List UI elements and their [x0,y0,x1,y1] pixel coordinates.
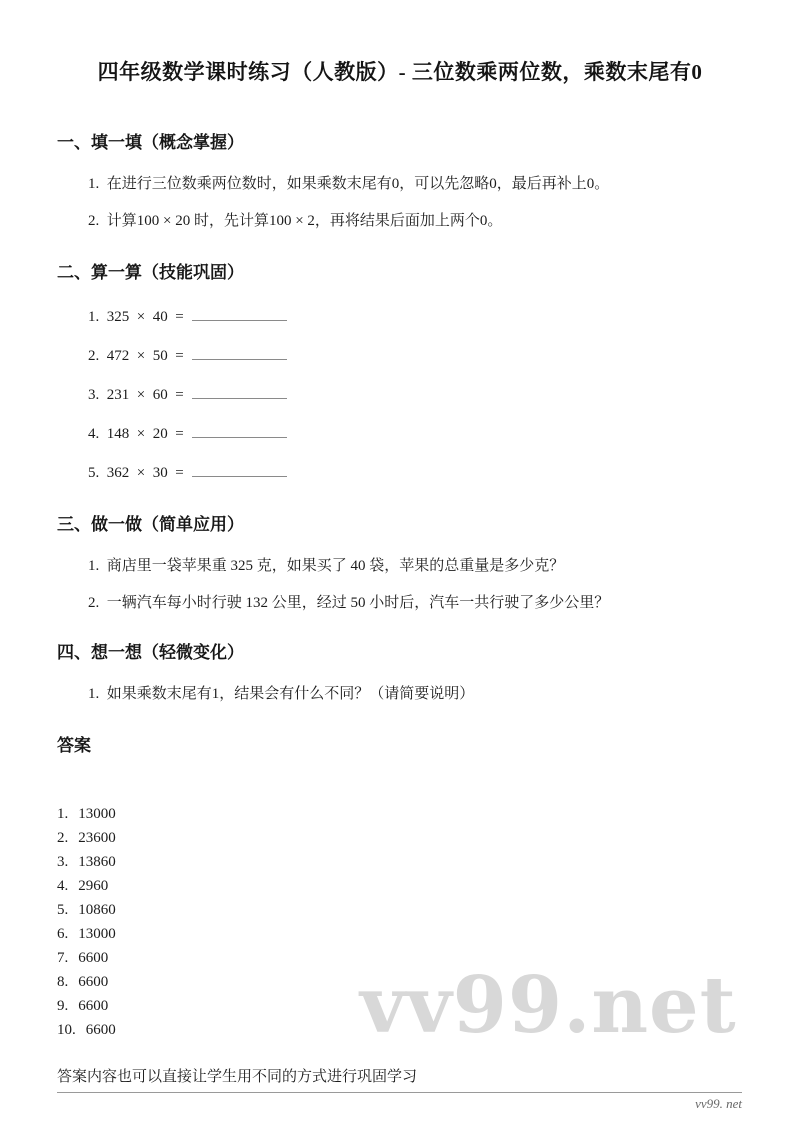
answer-row [57,994,800,1018]
page-title: 四年级数学课时练习（人教版）- 三位数乘两位数，乘数末尾有0 [97,60,703,84]
answer-blank [192,345,287,360]
answer-number: 9. [57,998,69,1014]
calc-expression: 5. 362 × 30 = [88,465,184,481]
calc-row [88,462,760,484]
section-heading-apply: 三、做一做（简单应用） [57,515,244,534]
answer-number: 2. [57,830,69,846]
answer-blank [192,384,287,399]
section-heading-fill: 一、填一填（概念掌握） [57,133,244,152]
answer-value: 10860 [78,902,116,918]
footer-divider [57,1092,742,1093]
answers-heading: 答案 [57,736,91,755]
calc-row [88,306,760,328]
answers-list [57,802,800,1042]
calc-expression: 3. 231 × 60 = [88,387,184,403]
answer-row [57,874,800,898]
section-heading-calc: 二、算一算（技能巩固） [57,263,244,282]
answer-value: 6600 [78,998,109,1014]
calc-expression: 2. 472 × 50 = [88,348,184,364]
calc-expression: 1. 325 × 40 = [88,309,184,325]
answer-row [57,826,800,850]
answer-number: 7. [57,950,69,966]
answer-number: 4. [57,878,69,894]
answer-value: 6600 [78,950,109,966]
answer-blank [192,423,287,438]
answer-value: 2960 [78,878,109,894]
exercise-item: 1. 在进行三位数乘两位数时，如果乘数末尾有0，可以先忽略0，最后再补上0。 [88,176,610,192]
answer-row [57,850,800,874]
answer-value: 23600 [78,830,116,846]
answer-row [57,1018,800,1042]
section-heading-think: 四、想一想（轻微变化） [57,643,244,662]
exercise-item: 1. 如果乘数末尾有1，结果会有什么不同？（请简要说明） [88,686,475,702]
answer-value: 6600 [78,974,109,990]
answer-blank [192,306,287,321]
answer-value: 6600 [85,1022,116,1038]
answer-value: 13860 [78,854,116,870]
answer-row [57,922,800,946]
answer-blank [192,462,287,477]
calc-row [88,384,760,406]
footer-site-text: vv99. net [695,1096,742,1111]
page-footer [57,1092,742,1112]
answer-row [57,802,800,826]
answer-row [57,898,800,922]
exercise-item: 2. 计算100 × 20 时，先计算100 × 2，再将结果后面加上两个0。 [88,213,503,229]
calc-expression: 4. 148 × 20 = [88,426,184,442]
answer-number: 1. [57,806,69,822]
answer-number: 10. [57,1022,76,1038]
answer-number: 5. [57,902,69,918]
answer-row [57,946,800,970]
answer-number: 3. [57,854,69,870]
answer-number: 6. [57,926,69,942]
note-text: 答案内容也可以直接让学生用不同的方式进行巩固学习 [57,1069,418,1085]
answer-row [57,970,800,994]
watermark-text: vv99.net [360,960,737,1051]
answer-number: 8. [57,974,69,990]
exercise-item: 1. 商店里一袋苹果重 325 克，如果买了 40 袋，苹果的总重量是多少克？ [88,558,565,574]
exercise-item: 2. 一辆汽车每小时行驶 132 公里，经过 50 小时后，汽车一共行驶了多少公里？ [88,595,610,611]
answer-value: 13000 [78,806,116,822]
calc-row [88,423,760,445]
answer-value: 13000 [78,926,116,942]
calc-row [88,345,760,367]
